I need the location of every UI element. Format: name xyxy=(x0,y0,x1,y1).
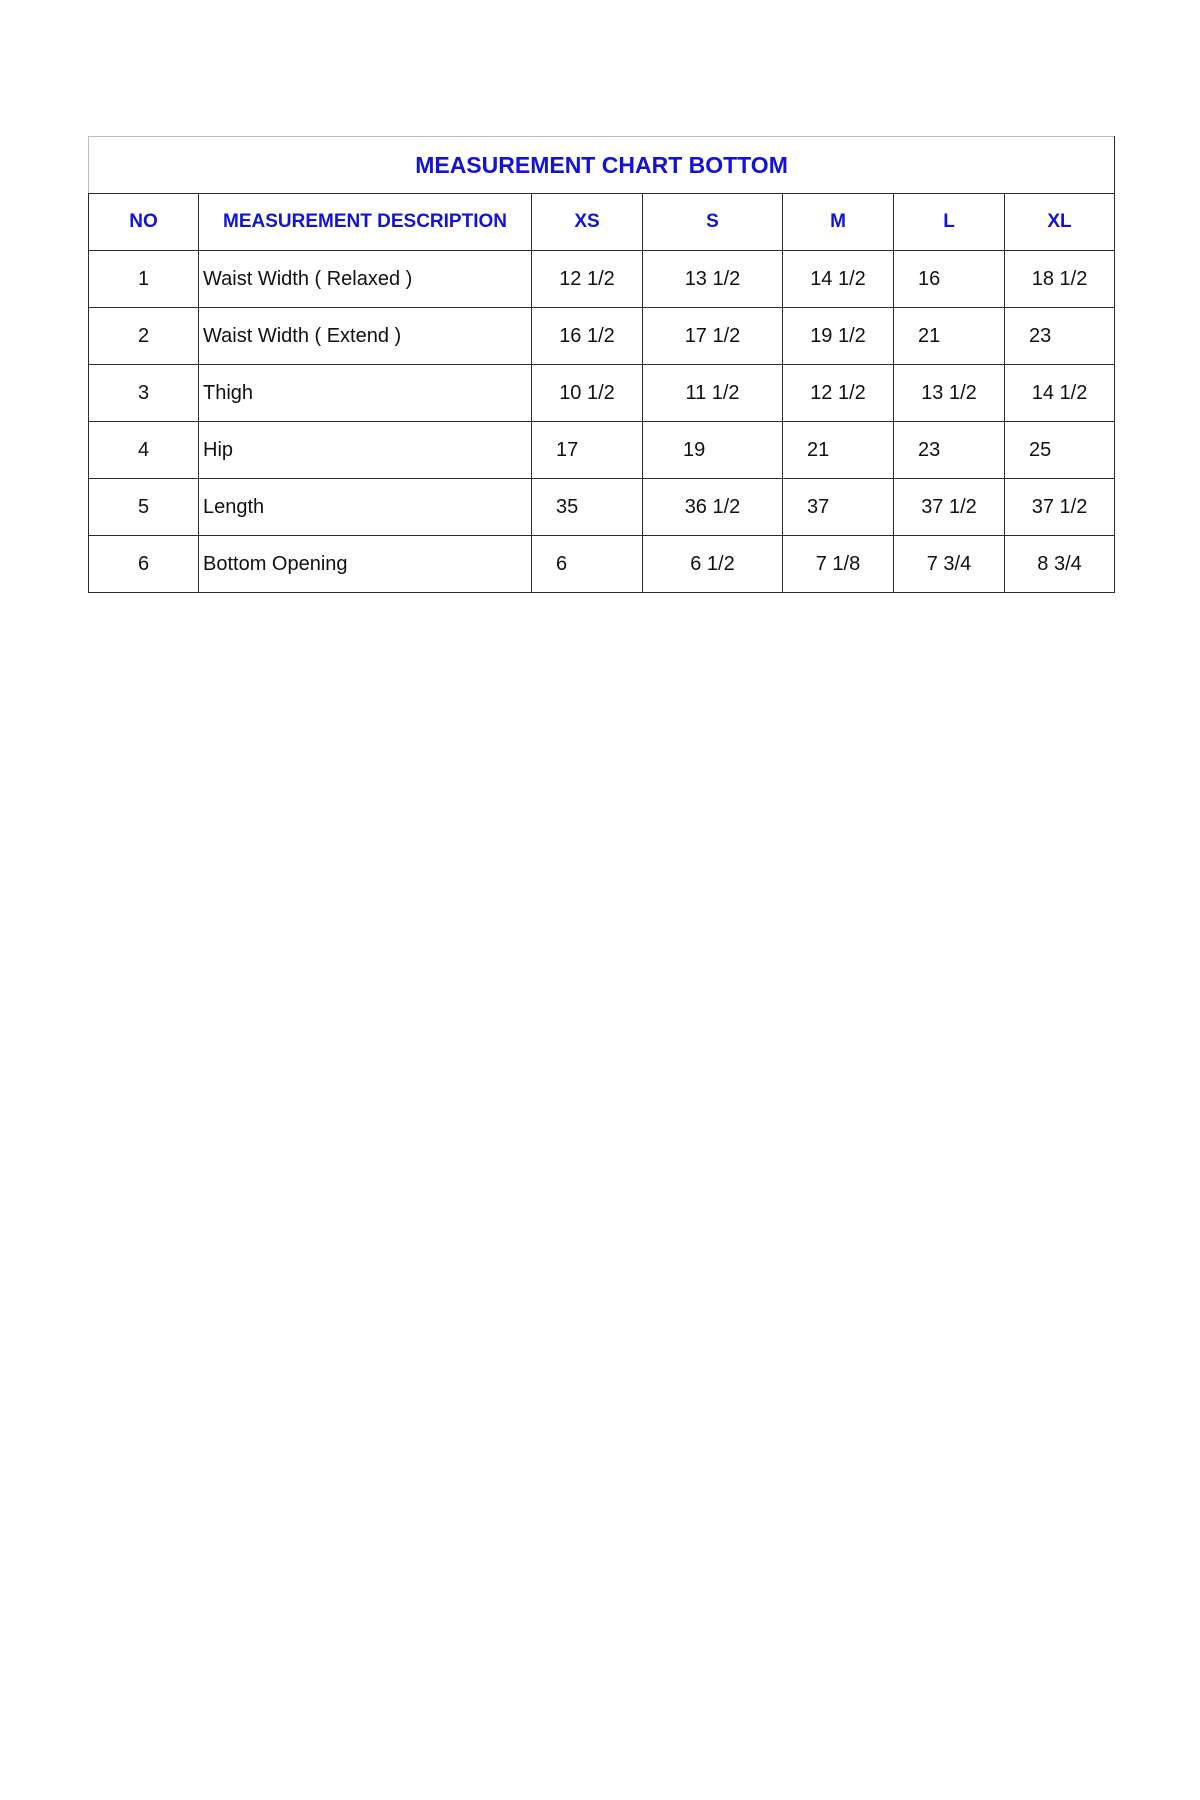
cell-description: Thigh xyxy=(199,365,532,422)
cell-no: 4 xyxy=(89,422,199,479)
cell-xl: 37 1/2 xyxy=(1005,479,1115,536)
header-no: NO xyxy=(89,194,199,251)
cell-s: 11 1/2 xyxy=(643,365,783,422)
cell-xs: 12 1/2 xyxy=(532,251,643,308)
cell-m: 7 1/8 xyxy=(783,536,894,593)
cell-l: 7 3/4 xyxy=(894,536,1005,593)
measurement-chart-table xyxy=(88,136,1115,593)
cell-m: 12 1/2 xyxy=(783,365,894,422)
cell-xs: 16 1/2 xyxy=(532,308,643,365)
cell-xs: 10 1/2 xyxy=(532,365,643,422)
cell-description: Waist Width ( Extend ) xyxy=(199,308,532,365)
cell-s: 6 1/2 xyxy=(643,536,783,593)
table-title: MEASUREMENT CHART BOTTOM xyxy=(89,137,1115,194)
table-row xyxy=(89,536,1115,593)
cell-m: 37 xyxy=(783,479,894,536)
cell-m: 19 1/2 xyxy=(783,308,894,365)
cell-description: Waist Width ( Relaxed ) xyxy=(199,251,532,308)
header-l: L xyxy=(894,194,1005,251)
cell-description: Hip xyxy=(199,422,532,479)
table-header-row xyxy=(89,194,1115,251)
cell-xl: 8 3/4 xyxy=(1005,536,1115,593)
cell-xs: 17 xyxy=(532,422,643,479)
cell-no: 2 xyxy=(89,308,199,365)
cell-xs: 6 xyxy=(532,536,643,593)
table-row xyxy=(89,365,1115,422)
cell-m: 21 xyxy=(783,422,894,479)
cell-s: 13 1/2 xyxy=(643,251,783,308)
cell-l: 23 xyxy=(894,422,1005,479)
cell-xl: 14 1/2 xyxy=(1005,365,1115,422)
cell-l: 37 1/2 xyxy=(894,479,1005,536)
header-m: M xyxy=(783,194,894,251)
cell-no: 6 xyxy=(89,536,199,593)
cell-no: 5 xyxy=(89,479,199,536)
cell-l: 16 xyxy=(894,251,1005,308)
cell-xl: 23 xyxy=(1005,308,1115,365)
table-row xyxy=(89,422,1115,479)
cell-m: 14 1/2 xyxy=(783,251,894,308)
table-title-row xyxy=(89,137,1115,194)
cell-l: 21 xyxy=(894,308,1005,365)
cell-s: 17 1/2 xyxy=(643,308,783,365)
table-row xyxy=(89,251,1115,308)
cell-xs: 35 xyxy=(532,479,643,536)
cell-xl: 25 xyxy=(1005,422,1115,479)
cell-description: Bottom Opening xyxy=(199,536,532,593)
table-row xyxy=(89,479,1115,536)
cell-s: 19 xyxy=(643,422,783,479)
cell-s: 36 1/2 xyxy=(643,479,783,536)
header-xs: XS xyxy=(532,194,643,251)
cell-no: 1 xyxy=(89,251,199,308)
cell-xl: 18 1/2 xyxy=(1005,251,1115,308)
cell-description: Length xyxy=(199,479,532,536)
header-s: S xyxy=(643,194,783,251)
cell-no: 3 xyxy=(89,365,199,422)
header-xl: XL xyxy=(1005,194,1115,251)
cell-l: 13 1/2 xyxy=(894,365,1005,422)
header-description: MEASUREMENT DESCRIPTION xyxy=(199,194,532,251)
table-row xyxy=(89,308,1115,365)
